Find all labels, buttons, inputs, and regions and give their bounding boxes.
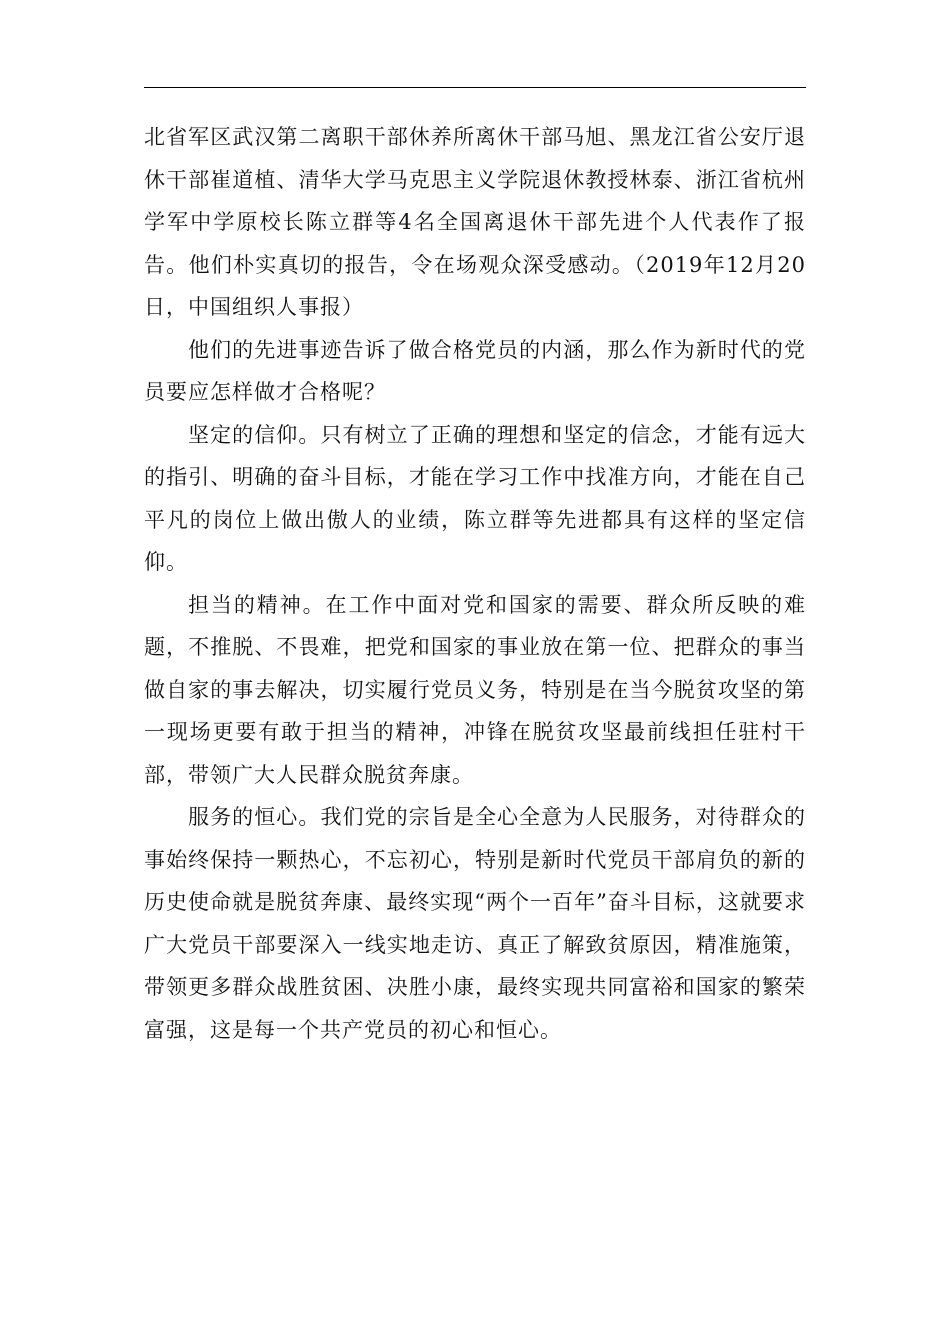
paragraph-firm-belief: 坚定的信仰。只有树立了正确的理想和坚定的信念，才能有远大的指引、明确的奋斗目标，才能在学习工作中找准方向，才能在自己平凡的岗位上做出傲人的业绩，陈立群等先进都具有这样的坚定信仰。: [144, 422, 806, 574]
paragraph-responsibility: 担当的精神。在工作中面对党和国家的需要、群众所反映的难题，不推脱、不畏难，把党和国家的事业放在第一位、把群众的事当做自家的事去解决，切实履行党员义务，特别是在当今脱贫攻坚的第一现场更要有敢于担当的精神，冲锋在脱贫攻坚最前线担任驻村干部，带领广大人民群众脱贫奔康。: [144, 592, 806, 787]
document-body: [144, 116, 806, 1051]
paragraph-question: 他们的先进事迹告诉了做合格党员的内涵，那么作为新时代的党员要应怎样做才合格呢？: [144, 337, 806, 404]
paragraph-report-continuation: 北省军区武汉第二离职干部休养所离休干部马旭、黑龙江省公安厅退休干部崔道植、清华大学马克思主义学院退休教授林泰、浙江省杭州学军中学原校长陈立群等4名全国离退休干部先进个人代表作了报告。他们朴实真切的报告，令在场观众深受感动。（2019年12月20日，中国组织人事报）: [144, 125, 806, 319]
paragraph-service: 服务的恒心。我们党的宗旨是全心全意为人民服务，对待群众的事始终保持一颗热心，不忘初心，特别是新时代党员干部肩负的新的历史使命就是脱贫奔康、最终实现“两个一百年”奋斗目标，这就要求广大党员干部要深入一线实地走访、真正了解致贫原因，精准施策，带领更多群众战胜贫困、决胜小康，最终实现共同富裕和国家的繁荣富强，这是每一个共产党员的初心和恒心。: [144, 805, 806, 1042]
header-rule: [144, 87, 806, 88]
